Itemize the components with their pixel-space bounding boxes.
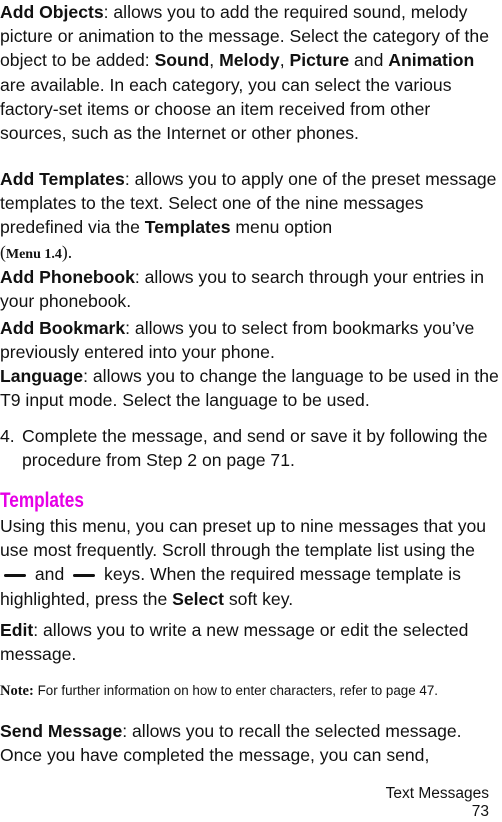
picture-option: Picture <box>289 50 350 71</box>
edit-paragraph <box>0 618 500 666</box>
add-templates-text: : allows you to apply one of the preset message templates to the text. Select one of the nine messages predefined via the <box>0 169 497 238</box>
menu-reference: Menu 1.4 <box>5 246 62 262</box>
select-softkey-label: Select <box>172 588 224 609</box>
paren-close: ). <box>61 241 73 262</box>
add-templates-label: Add Templates <box>0 169 125 189</box>
add-bookmark-paragraph <box>0 316 500 364</box>
animation-option: Animation <box>388 50 475 71</box>
down-key-icon <box>69 568 99 582</box>
conjunction: and <box>349 50 389 71</box>
footer-section-title: Text Messages <box>385 785 489 802</box>
add-objects-text-2: are available. In each category, you can select the various factory-set items or choose an item received from other sources, such as the Internet or other phones. <box>0 74 452 144</box>
send-message-label: Send Message <box>0 721 123 741</box>
add-phonebook-label: Add Phonebook <box>0 267 135 287</box>
templates-body-text-3: soft key. <box>223 588 294 609</box>
add-templates-paragraph <box>0 167 500 267</box>
send-message-text: : allows you to recall the selected message. Once you have completed the message, you can send, <box>0 721 462 766</box>
language-label: Language <box>0 366 84 386</box>
conjunction: and <box>30 564 70 585</box>
note <box>0 682 500 700</box>
step-text: Complete the message, and send or save it by following the procedure from Step 2 on page 71. <box>22 426 488 471</box>
templates-body-paragraph <box>0 514 500 611</box>
add-phonebook-paragraph <box>0 265 500 313</box>
templates-body-text-2: keys. When the required message template is highlighted, press the <box>0 564 461 609</box>
edit-text: : allows you to write a new message or edit the selected message. <box>0 620 469 665</box>
step-number: 4. <box>0 426 15 446</box>
add-objects-label: Add Objects <box>0 2 104 22</box>
add-phonebook-text: : allows you to search through your entries in your phonebook. <box>0 267 485 312</box>
paren-open: ( <box>0 241 6 262</box>
language-paragraph <box>0 364 500 412</box>
section-heading: Templates <box>0 489 84 512</box>
separator: , <box>279 50 290 71</box>
page-number: 73 <box>471 803 489 820</box>
add-objects-text: : allows you to add the required sound, melody picture or animation to the message. Select the category of the object to be added: <box>0 2 489 71</box>
templates-menu-name: Templates <box>144 217 231 238</box>
send-message-paragraph <box>0 719 500 767</box>
note-label: Note: <box>0 683 34 699</box>
up-key-icon <box>0 568 30 582</box>
note-text: For further information on how to enter characters, refer to page 47. <box>37 683 439 698</box>
separator: , <box>209 50 220 71</box>
templates-body-text: Using this menu, you can preset up to nine messages that you use most frequently. Scroll through the template list using the <box>0 516 487 561</box>
language-text: : allows you to change the language to be used in the T9 input mode. Select the language to be used. <box>0 366 499 411</box>
add-templates-text-2: menu option <box>230 217 333 238</box>
add-bookmark-text: : allows you to select from bookmarks you’ve previously entered into your phone. <box>0 318 475 363</box>
edit-label: Edit <box>0 620 34 640</box>
add-objects-paragraph <box>0 0 500 145</box>
add-bookmark-label: Add Bookmark <box>0 318 126 338</box>
sound-option: Sound <box>154 50 210 71</box>
melody-option: Melody <box>219 50 280 71</box>
